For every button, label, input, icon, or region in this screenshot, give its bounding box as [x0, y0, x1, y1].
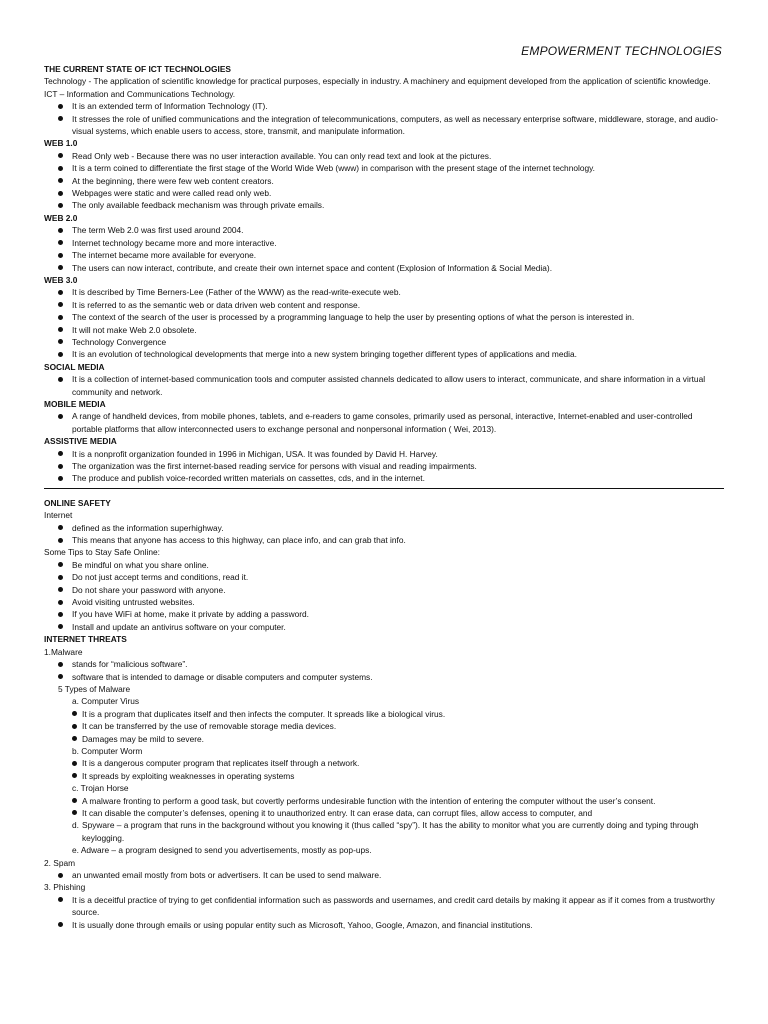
social-media-heading: SOCIAL MEDIA [44, 361, 105, 372]
list-item: Install and update an antivirus software on your computer. [72, 621, 724, 633]
internet-label: Internet [44, 510, 73, 521]
malware-label: 1.Malware [44, 646, 83, 657]
list-item: It is an extended term of Information Technology (IT). [72, 100, 724, 112]
technology-definition: Technology - The application of scientific knowledge for practical purposes, especially in industry. A machinery and equipment developed from the application of scientific knowledge. [44, 76, 711, 87]
trojan-label: c. Trojan Horse [72, 783, 129, 794]
list-item: Internet technology became more and more interactive. [72, 237, 724, 249]
list-item: defined as the information superhighway. [72, 522, 724, 534]
web3-list [44, 286, 724, 360]
spyware-item [44, 819, 724, 844]
list-item: Do not just accept terms and conditions, read it. [72, 571, 724, 583]
worm-list [44, 757, 724, 782]
list-item: Avoid visiting untrusted websites. [72, 596, 724, 608]
phishing-list [44, 894, 724, 931]
list-item: Damages may be mild to severe. [82, 733, 724, 745]
list-item: It is usually done through emails or using popular entity such as Microsoft, Yahoo, Google, Amazon, and financial institutions. [72, 919, 724, 931]
spyware-letter: d. [72, 820, 79, 831]
trojan-list [44, 795, 724, 820]
list-item: It is a collection of internet-based communication tools and computer assisted channels dedicated to allow users to interact, communicate, and share information in a virtual community and network. [72, 373, 724, 398]
list-item: Be mindful on what you share online. [72, 559, 724, 571]
assistive-media-list [44, 448, 724, 485]
list-item: Do not share your password with anyone. [72, 584, 724, 596]
list-item: At the beginning, there were few web content creators. [72, 175, 724, 187]
list-item: The term Web 2.0 was first used around 2004. [72, 224, 724, 236]
ict-list [44, 100, 724, 137]
social-media-list [44, 373, 724, 398]
list-item: Technology Convergence [72, 336, 724, 348]
malware-types-label: 5 Types of Malware [58, 683, 131, 694]
assistive-media-heading: ASSISTIVE MEDIA [44, 436, 117, 447]
spyware-text: Spyware – a program that runs in the background without you knowing it (thus called “spy”). It has the ability to monitor what you are currently doing and typing through keylogging. [82, 820, 699, 843]
mobile-media-heading: MOBILE MEDIA [44, 398, 106, 409]
tips-list [44, 559, 724, 633]
internet-list [44, 522, 724, 547]
list-item: If you have WiFi at home, make it private by adding a password. [72, 608, 724, 620]
list-item: It is an evolution of technological developments that merge into a new system bringing together different types of applications and media. [72, 348, 724, 360]
list-item: It stresses the role of unified communications and the integration of telecommunications, computers, as well as necessary enterprise software, middleware, storage, and audio-visual systems, which enable users to access, store, transmit, and manipulate information. [72, 113, 724, 138]
list-item: The only available feedback mechanism was through private emails. [72, 199, 724, 211]
web1-list [44, 150, 724, 212]
web3-heading: WEB 3.0 [44, 274, 78, 285]
malware-list [44, 658, 724, 683]
adware-item: e. Adware – a program designed to send you advertisements, mostly as pop-ups. [72, 845, 372, 856]
list-item: Webpages were static and were called read only web. [72, 187, 724, 199]
list-item: The produce and publish voice-recorded written materials on cassettes, cds, and in the internet. [72, 472, 724, 484]
document-body [44, 63, 724, 931]
spam-label: 2. Spam [44, 857, 76, 868]
list-item: It is a program that duplicates itself and then infects the computer. It spreads like a biological virus. [82, 708, 724, 720]
list-item: It is a dangerous computer program that replicates itself through a network. [82, 757, 724, 769]
list-item: The users can now interact, contribute, and create their own internet space and content (Explosion of Information & Social Media). [72, 262, 724, 274]
worm-label: b. Computer Worm [72, 745, 143, 756]
spam-list [44, 869, 724, 881]
list-item: It is referred to as the semantic web or data driven web content and response. [72, 299, 724, 311]
list-item: It will not make Web 2.0 obsolete. [72, 324, 724, 336]
online-safety-heading: ONLINE SAFETY [44, 497, 111, 508]
list-item: It is a term coined to differentiate the first stage of the World Wide Web (www) in comparison with the present stage of the internet technology. [72, 162, 724, 174]
list-item: It is described by Time Berners-Lee (Father of the WWW) as the read-write-execute web. [72, 286, 724, 298]
web2-list [44, 224, 724, 274]
virus-label: a. Computer Virus [72, 696, 140, 707]
list-item: A range of handheld devices, from mobile phones, tablets, and e-readers to game consoles, primarily used as personal, interactive, Internet-enabled and user-controlled portable platforms that allow interconnected users to exchange personal and nonpersonal information ( Wei, 2013). [72, 410, 724, 435]
internet-threats-heading: INTERNET THREATS [44, 634, 127, 645]
list-item: Read Only web - Because there was no user interaction available. You can only read text and look at the pictures. [72, 150, 724, 162]
web1-heading: WEB 1.0 [44, 138, 78, 149]
virus-list [44, 708, 724, 745]
list-item: A malware fronting to perform a good task, but covertly performs undesirable function with the intention of entering the computer without the user’s consent. [82, 795, 724, 807]
phishing-label: 3. Phishing [44, 882, 86, 893]
list-item: It is a deceitful practice of trying to get confidential information such as passwords and usernames, and credit card details by making it appear as if it comes from a trustworthy source. [72, 894, 724, 919]
web2-heading: WEB 2.0 [44, 212, 78, 223]
list-item: It spreads by exploiting weaknesses in operating systems [82, 770, 724, 782]
list-item: software that is intended to damage or disable computers and computer systems. [72, 671, 724, 683]
list-item: This means that anyone has access to this highway, can place info, and can grab that info. [72, 534, 724, 546]
list-item: The organization was the first internet-based reading service for persons with visual and reading impairments. [72, 460, 724, 472]
list-item: The internet became more available for everyone. [72, 249, 724, 261]
document-header-title: EMPOWERMENT TECHNOLOGIES [521, 44, 722, 58]
tips-label: Some Tips to Stay Safe Online: [44, 547, 160, 558]
list-item: The context of the search of the user is processed by a programming language to help the user by presenting options of what the person is interested in. [72, 311, 724, 323]
list-item: It can disable the computer’s defenses, opening it to unauthorized entry. It can erase data, can corrupt files, allow access to computer, and [82, 807, 724, 819]
section-divider [44, 488, 724, 489]
ict-definition: ICT – Information and Communications Technology. [44, 88, 236, 99]
section-title: THE CURRENT STATE OF ICT TECHNOLOGIES [44, 64, 231, 74]
list-item: It is a nonprofit organization founded in 1996 in Michigan, USA. It was founded by David H. Harvey. [72, 448, 724, 460]
list-item: an unwanted email mostly from bots or advertisers. It can be used to send malware. [72, 869, 724, 881]
list-item: stands for “malicious software”. [72, 658, 724, 670]
mobile-media-list [44, 410, 724, 435]
list-item: It can be transferred by the use of removable storage media devices. [82, 720, 724, 732]
